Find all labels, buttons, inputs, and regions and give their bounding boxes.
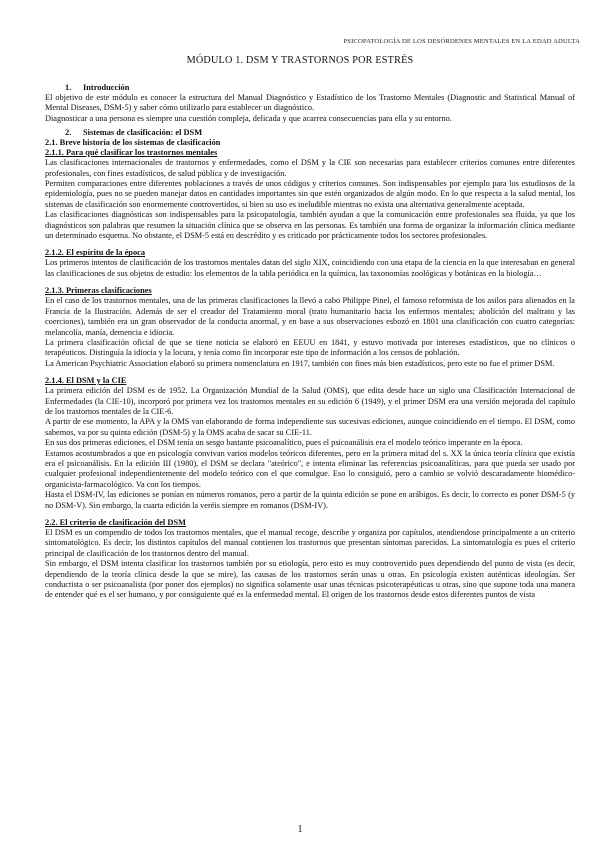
section-title: Sistemas de clasificación: el DSM [83,128,203,138]
paragraph: La primera edición del DSM es de 1952. La Organización Mundial de la Salud (OMS), que edita desde hace un siglo una Clasificación Internacional de Enfermedades (la CIE-10), incorporó por primera vez los trastornos mentales en su edición 6 (1949), y el primer DSM era una versión mejorada del capítulo de los trastornos mentales de la CIE-6. [45,386,575,416]
paragraph: Permiten comparaciones entre diferentes poblaciones a través de unos códigos y criterios comunes. Son indispensables por ejemplo para los estudiosos de la epidemiología, pues no se pueden manejar datos en cantidades importantes sin que estén organizados de algún modo. En lo que respecta a la salud mental, los sistemas de clasificación son enormemente controvertidos, si bien su uso es ineludible mientras no exista una alternativa generalmente aceptada. [45,179,575,209]
section-number: 2. [65,128,72,138]
paragraph: En sus dos primeras ediciones, el DSM tenía un sesgo bastante psicoanalítico, pues el psicoanálisis era el modelo teórico imperante en la época. [45,438,523,448]
section-heading-sistemas [45,128,575,138]
section-heading-introduccion [45,83,575,93]
subsection-heading-para-que: 2.1.1. Para qué clasificar los trastornos mentales [45,148,218,158]
subsection-heading-dsm-cie: 2.1.4. El DSM y la CIE [45,376,127,386]
paragraph: Hasta el DSM-IV, las ediciones se ponían en números romanos, pero a partir de la quinta edición se pone en arábigos. Es decir, lo correcto es poner DSM-5 (y no DSM-V). Sin embargo, la cuarta edición la veréis siempre en romanos (DSM-IV). [45,490,575,510]
subsection-heading-breve-historia: 2.1. Breve historia de los sistemas de clasificación [45,138,221,148]
paragraph: Diagnosticar a una persona es siempre una cuestión compleja, delicada y que acarrea consecuencias para ella y su entorno. [45,113,452,123]
paragraph: Las clasificaciones internacionales de trastornos y enfermedades, como el DSM y la CIE son necesarias para establecer criterios comunes entre diferentes profesionales, con fines estadísticos, de salud pública y de investigación. [45,158,575,178]
subsection-heading-criterio: 2.2. El criterio de clasificación del DSM [45,518,186,527]
section-title: Introducción [83,83,130,92]
module-title: MÓDULO 1. DSM Y TRASTORNOS POR ESTRÉS [186,55,414,66]
running-header: PSICOPATOLOGÍA DE LOS DESÓRDENES MENTALES EN LA EDAD ADULTA [343,38,580,45]
document-body [45,83,575,601]
paragraph: La primera clasificación oficial de que se tiene noticia se elaboró en EEUU en 1841, y estuvo motivada por intereses estadísticos, que no clínicos o terapéuticos. Distinguía la idiocia y la locura, y tenía como fin incorporar este tipo de información a los censos de población. [45,337,575,358]
paragraph: Las clasificaciones diagnósticas son indispensables para la psicopatología, también ayudan a que la comunicación entre profesionales sea fluida, ya que los diagnósticos son palabras que resumen la situación clínica que se observa en las personas. Es también una forma de organizar la información clínica mediante un determinado esquema. No obstante, el DSM-5 está en descrédito y es criticado por prácticamente todos los sectores profesionales. [45,210,575,241]
page-number: 1 [297,824,303,835]
paragraph: A partir de ese momento, la APA y la OMS van elaborando de forma independiente sus sucesivas ediciones, aunque coincidiendo en el tiempo. El DSM, como sabemos, va por su quinta edición (DSM-5) y la OMS acaba de sacar su CIE-11. [45,417,575,437]
paragraph: En el caso de los trastornos mentales, una de las primeras clasificaciones la llevó a cabo Philippe Pinel, el famoso reformista de los asilos para alienados en la Francia de la Ilustración. Además de ser el creador del Tratamiento moral (trato humanitario hacia los enfermos mentales; abolición del maltrato y las coerciones), también era un gran observador de la conducta anormal, y en base a sus observaciones esbozó en 1801 una clasificación con cuatro categorías: melancolía, manía, demencia e idiocia. [45,296,575,337]
paragraph: El DSM es un compendio de todos los trastornos mentales, que el manual recoge, describe y organiza por capítulos, atendiendose principalmente a un criterio sintomatológico. Es decir, los distintos capítulos del manual contienen los trastornos que presentan síntomas parecidos. La sintomatología es pues el criterio principal de clasificación de los trastornos dentro del manual. [45,528,575,558]
subsection-heading-espiritu: 2.1.2. El espíritu de la época [45,248,146,258]
subsection-heading-primeras: 2.1.3. Primeras clasificaciones [45,286,152,296]
paragraph: La American Psychiatric Association elaboró su primera nomenclatura en 1917, también con fines más bien estadísticos, pero este no fue el primer DSM. [45,358,555,368]
paragraph: Estamos acostumbrados a que en psicología convivan varios modelos teóricos diferentes, pero en la primera mitad del s. XX la única teoría clínica que existía era el psicoanálisis. En la edición III (1980), el DSM se declara "ateórico", e intenta eliminar las referencias psicoanalíticas, para que pueda ser usado por cualquier profesional independientemente del modelo teórico con el que comulgue. Eso lo consiguió, pero a cambio se volvió descaradamente biomédico-organicista-farmacológico. Va con los tiempos. [45,448,575,489]
paragraph: Sin embargo, el DSM intenta clasificar los trastornos también por su etiología, pero esto es muy controvertido pues dependiendo del punto de vista (es decir, dependiendo de la teoría clínica desde la que se mire), las causas de los trastornos serán unas u otras. En psicología existen auténticas ideologías. Ser conductista o ser psicoanalista (por poner dos ejemplos) no significa solamente usar unas técnicas psicoterapéuticas u otras, sino que supone toda una manera de entender qué es el ser humano, y por consiguiente qué es la enfermedad mental. El origen de los trastornos desde estos diferentes puntos de vista [45,559,575,600]
paragraph: Los primeros intentos de clasificación de los trastornos mentales datan del siglo XIX, coincidiendo con una etapa de la ciencia en la que interesaban en general las clasificaciones de sus objetos de estudio: los elementos de la tabla periódica en la química, las taxonomías zoológicas y botánicas en la biología… [45,258,575,278]
paragraph: El objetivo de este módulo es conocer la estructura del Manual Diagnóstico y Estadístico de los Trastorno Mentales (Diagnostic and Statistical Manual of Mental Diseases, DSM-5) y saber cómo utilizarlo para establecer un diagnóstico. [45,93,575,113]
section-number: 1. [65,83,72,92]
